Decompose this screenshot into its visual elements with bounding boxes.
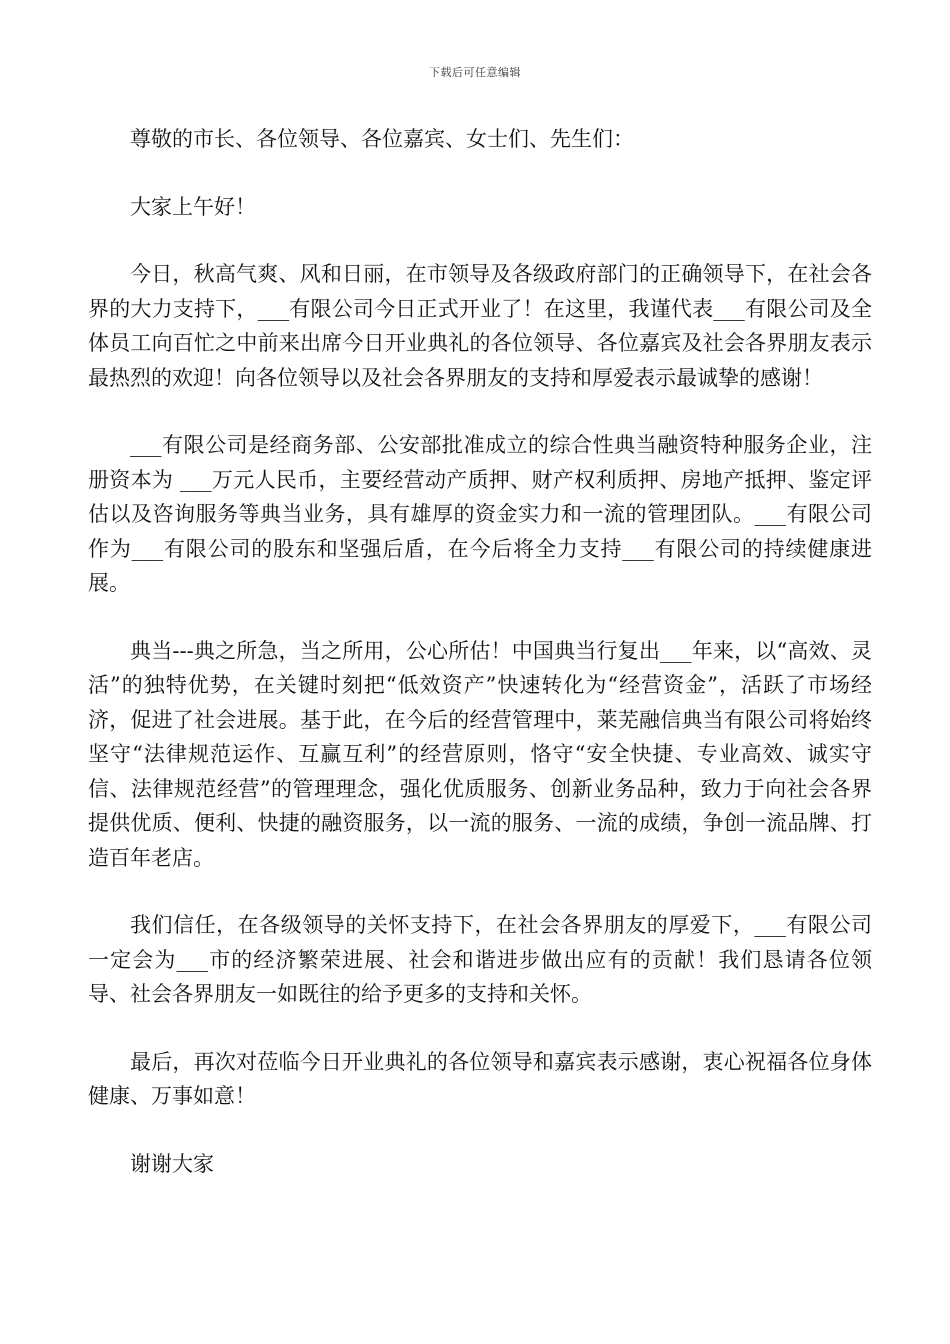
salutation: 尊敬的市长、各位领导、各位嘉宾、女士们、先生们：	[130, 127, 634, 151]
page-header-note: 下载后可任意编辑	[429, 66, 521, 79]
paragraph-company-intro: ___有限公司是经商务部、公安部批准成立的综合性典当融资特种服务企业，注册资本为 ___万元人民币，主要经营动产质押、财产权利质押、房地产抵押、鉴定评估以及咨询服务等典当业务，具有雄厚的资金实力和一流的管理团队。___有限公司作为___有限公司的股东和坚强后盾，在今后将全力支持___有限公司的持续健康进展。	[88, 433, 872, 595]
greeting: 大家上午好！	[130, 194, 256, 219]
speech-body	[88, 122, 872, 1214]
paragraph-opening: 今日，秋高气爽、风和日丽，在市领导及各级政府部门的正确领导下，在社会各界的大力支持下，___有限公司今日正式开业了！在这里，我谨代表___有限公司及全体员工向百忙之中前来出席今日开业典礼的各位领导、各位嘉宾及社会各界朋友表示最热烈的欢迎！向各位领导以及社会各界朋友的支持和厚爱表示最诚挚的感谢！	[88, 262, 872, 390]
paragraph-pawn-philosophy: 典当---典之所急，当之所用，公心所估！中国典当行复出___年来，以“高效、灵活”的独特优势，在关键时刻把“低效资产”快速转化为“经营资金”，活跃了市场经济，促进了社会进展。基于此，在今后的经营管理中，莱芜融信典当有限公司将始终坚守“法律规范运作、互赢互利”的经营原则，恪守“安全快捷、专业高效、诚实守信、法律规范经营”的管理理念，强化优质服务、创新业务品种，致力于向社会各界提供优质、便利、快捷的融资服务，以一流的服务、一流的成绩，争创一流品牌、打造百年老店。	[88, 638, 872, 870]
paragraph-commitment: 我们信任，在各级领导的关怀支持下，在社会各界朋友的厚爱下，___有限公司一定会为___市的经济繁荣进展、社会和谐进步做出应有的贡献！我们恳请各位领导、社会各界朋友一如既往的给予更多的支持和关怀。	[88, 913, 872, 1006]
paragraph-thanks: 最后，再次对莅临今日开业典礼的各位领导和嘉宾表示感谢，衷心祝福各位身体健康、万事如意！	[88, 1049, 872, 1108]
closing-remark: 谢谢大家	[130, 1151, 214, 1176]
